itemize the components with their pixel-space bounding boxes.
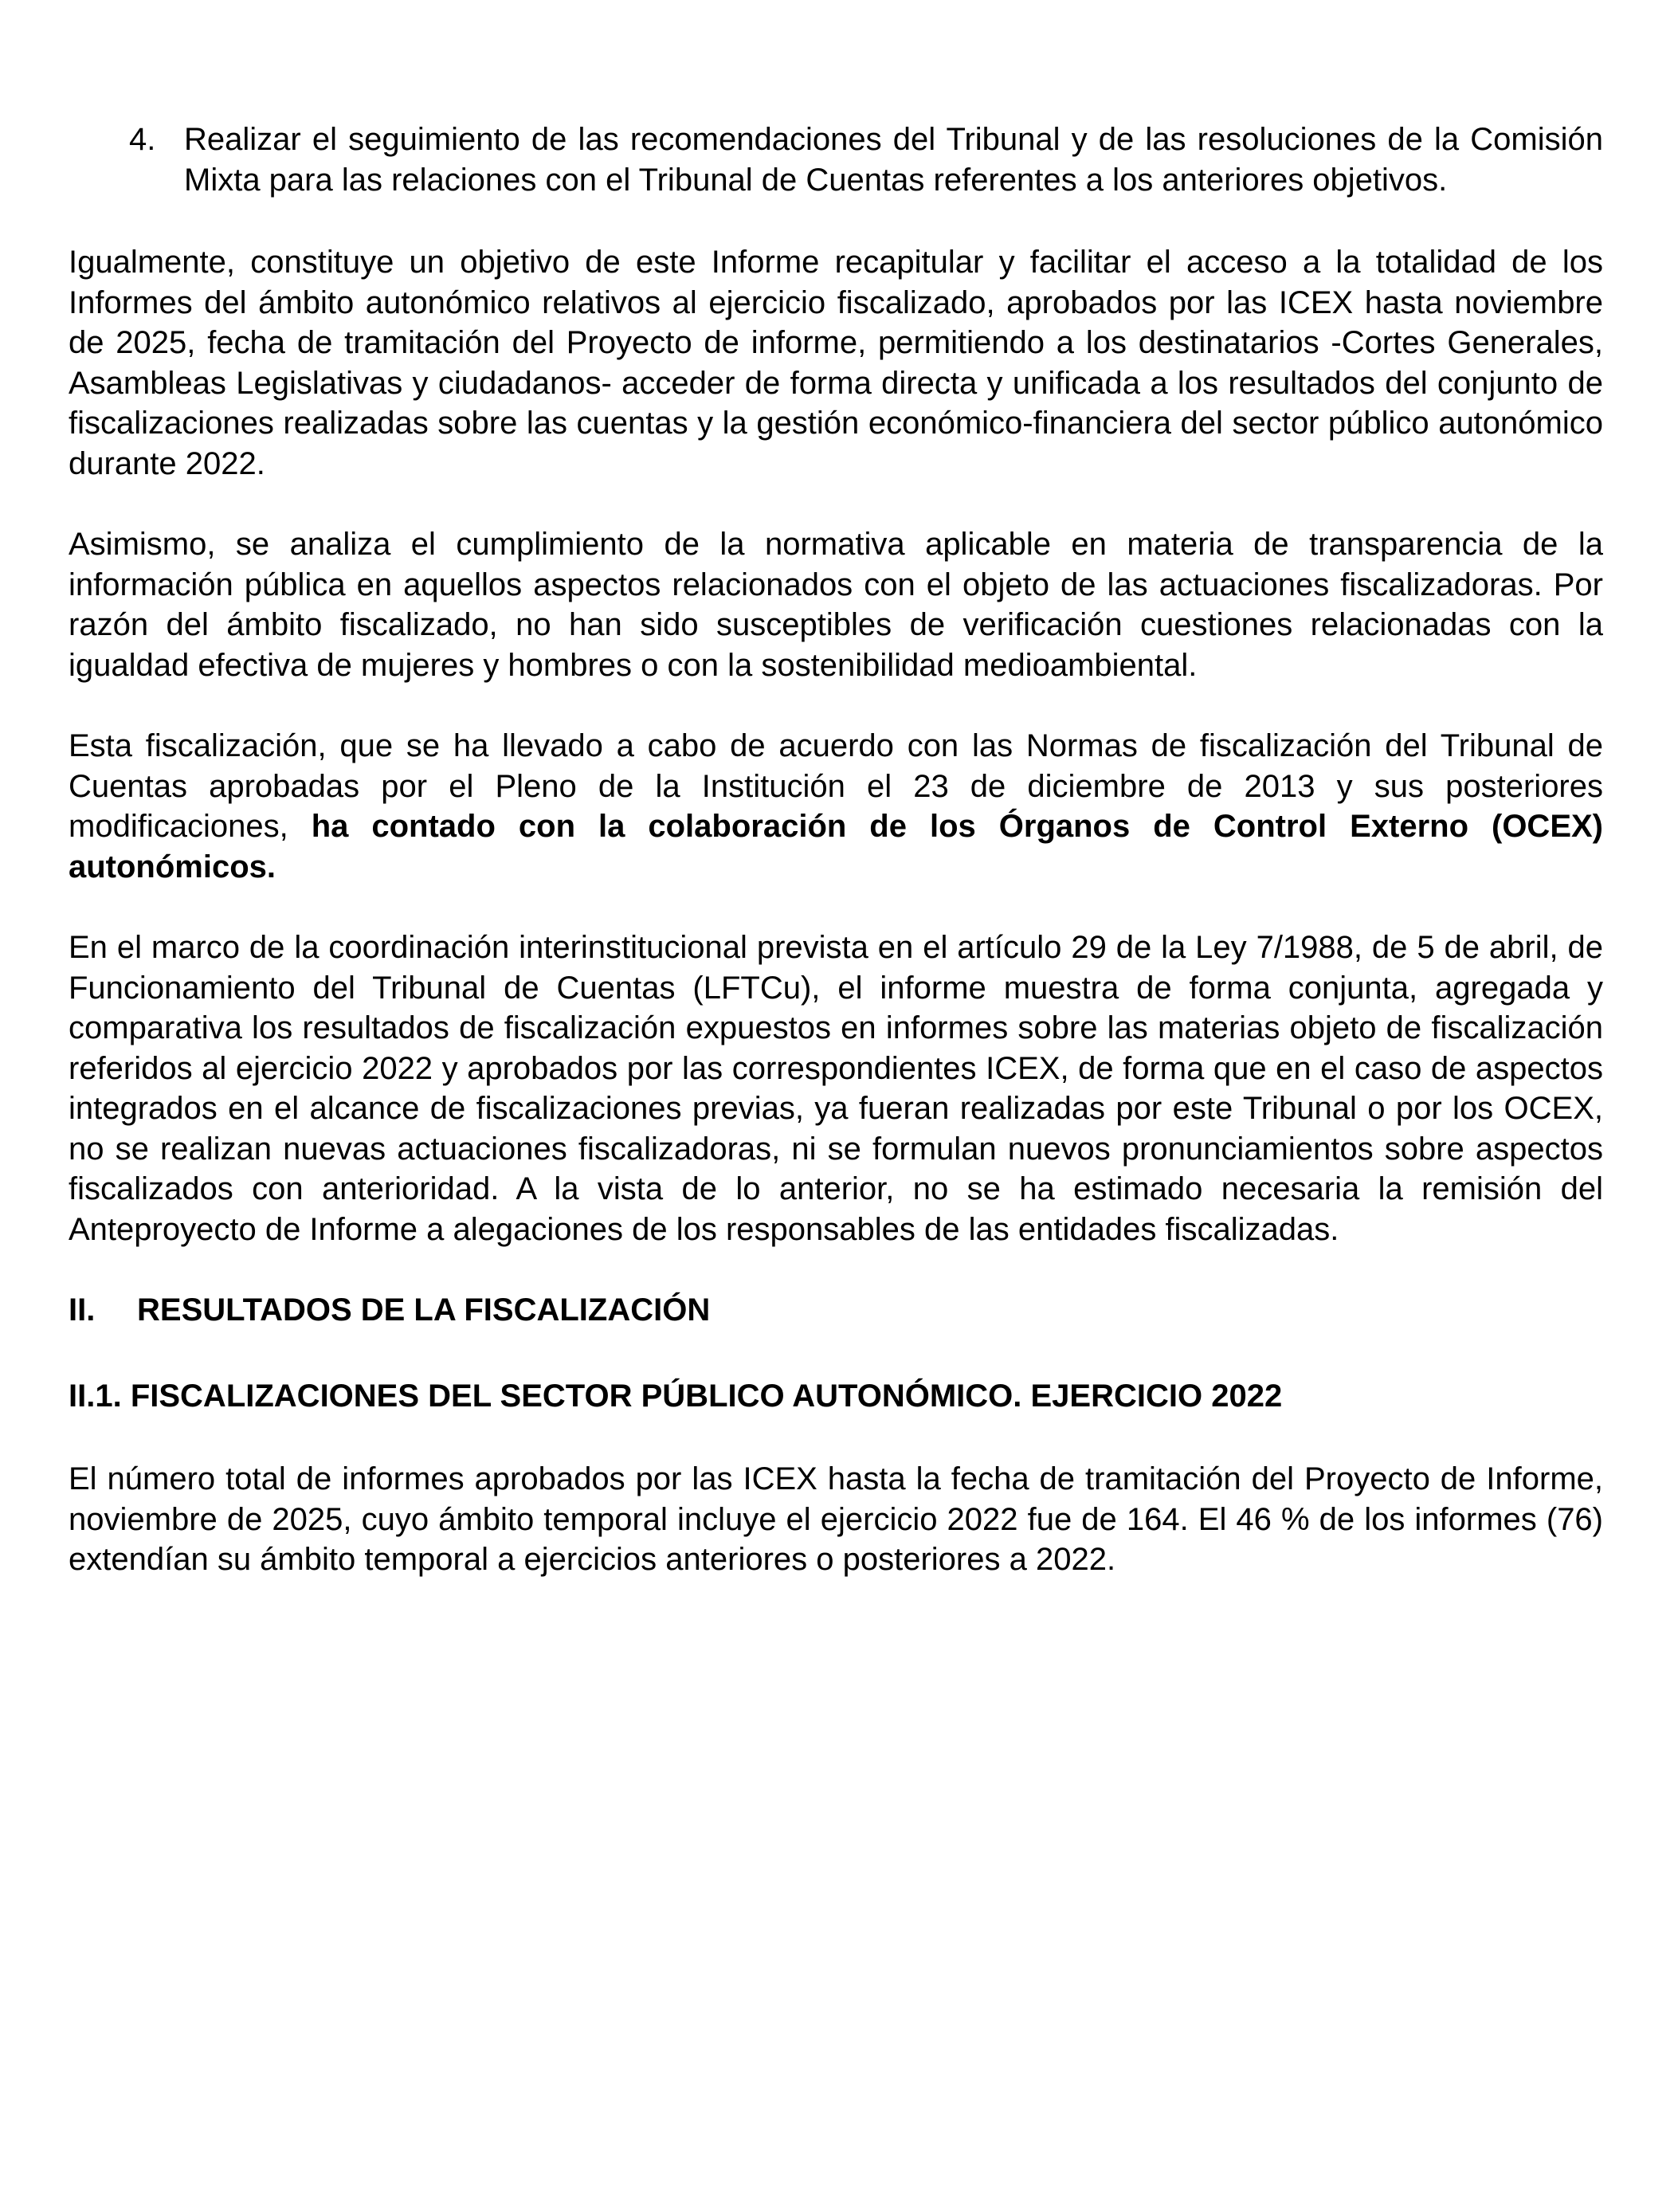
collaboration-bold-text: ha contado con la colaboración de los Órganos de Control Externo (OCEX) autonómicos. [69,809,1603,884]
paragraph-transparency: Asimismo, se analiza el cumplimiento de la normativa aplicable en materia de transparencia de la información pública en aquellos aspectos relacionados con el objeto de las actuaciones fiscalizadoras. Por razón del ámbito fiscalizado, no han sido susceptibles de verificación cuestiones relacionadas con la igualdad efectiva de mujeres y hombres o con la sostenibilidad medioambiental. [69,527,1603,683]
paragraph-collaboration [69,726,1603,887]
paragraph-coordination: En el marco de la coordinación interinstitucional prevista en el artículo 29 de la Ley 7/1988, de 5 de abril, de Funcionamiento del Tribunal de Cuentas (LFTCu), el informe muestra de forma conjunta, agregada y comparativa los resultados de fiscalización expuestos en informes sobre las materias objeto de fiscalización referidos al ejercicio 2022 y aprobados por las correspondientes ICEX, de forma que en el caso de aspectos integrados en el alcance de fiscalizaciones previas, ya fueran realizadas por este Tribunal o por los OCEX, no se realizan nuevas actuaciones fiscalizadoras, ni se formulan nuevos pronunciamientos sobre aspectos fiscalizados con anterioridad. A la vista de lo anterior, no se ha estimado necesaria la remisión del Anteproyecto de Informe a alegaciones de los responsables de las entidades fiscalizadas. [69,930,1603,1247]
section-heading [69,1290,1603,1330]
paragraph-objective: Igualmente, constituye un objetivo de este Informe recapitular y facilitar el acceso a la totalidad de los Informes del ámbito autonómico relativos al ejercicio fiscalizado, aprobados por las ICEX hasta noviembre de 2025, fecha de tramitación del Proyecto de informe, permitiendo a los destinatarios -Cortes Generales, Asambleas Legislativas y ciudadanos- acceder de forma directa y unificada a los resultados del conjunto de fiscalizaciones realizadas sobre las cuentas y la gestión económico-financiera del sector público autonómico durante 2022. [69,245,1603,481]
collaboration-text: Esta fiscalización, que se ha llevado a cabo de acuerdo con las Normas de fiscalización del Tribunal de Cuentas aprobadas por el Pleno de la Institución el 23 de diciembre de 2013 y sus posteriores modificaciones, [69,728,1603,844]
section-number: II. [69,1292,96,1328]
document-page [69,120,1603,1621]
numbered-list-item [69,120,1603,200]
list-item-number: 4. [129,122,156,157]
list-item-text: Realizar el seguimiento de las recomendaciones del Tribunal y de las resoluciones de la Comisión Mixta para las relaciones con el Tribunal de Cuentas referentes a los anteriores objetivos. [184,122,1603,198]
paragraph-report-count: El número total de informes aprobados por las ICEX hasta la fecha de tramitación del Proyecto de Informe, noviembre de 2025, cuyo ámbito temporal incluye el ejercicio 2022 fue de 164. El 46 % de los informes (76) extendían su ámbito temporal a ejercicios anteriores o posteriores a 2022. [69,1461,1603,1577]
section-title: RESULTADOS DE LA FISCALIZACIÓN [137,1292,711,1328]
subsection-heading: II.1. FISCALIZACIONES DEL SECTOR PÚBLICO AUTONÓMICO. EJERCICIO 2022 [69,1379,1283,1414]
